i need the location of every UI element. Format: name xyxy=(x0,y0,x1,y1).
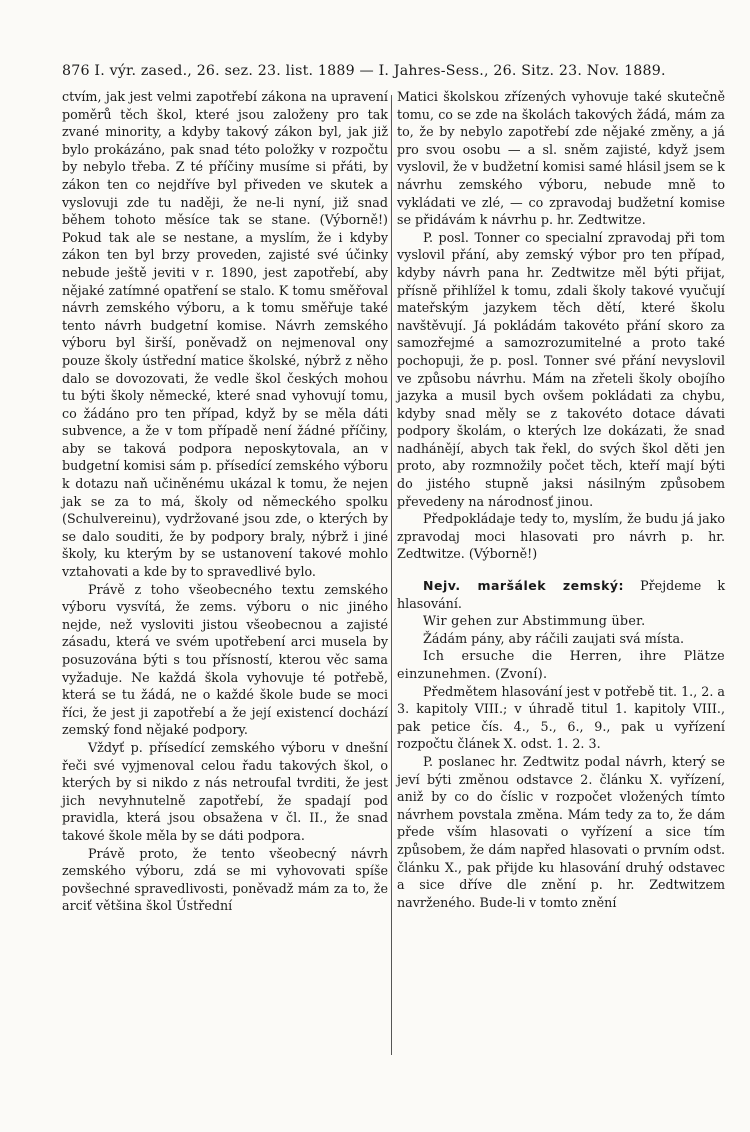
speaker-name: Nejv. maršálek zemský: xyxy=(423,578,625,594)
right-column xyxy=(397,88,725,911)
speaker-text: Přejdeme k hlasování. xyxy=(397,578,726,611)
spacer xyxy=(397,563,725,577)
left-column xyxy=(62,88,388,915)
page-header: 876 I. výr. zased., 26. sez. 23. list. 1889 — I. Jahres-Sess., 26. Sitz. 23. Nov. 1889. xyxy=(62,63,666,79)
german-line: Wir gehen zur Abstimmung über. xyxy=(423,613,646,629)
column-divider xyxy=(391,95,392,1055)
speaker-paragraph xyxy=(397,577,725,612)
paragraph: Předmětem hlasování jest v potřebě tit. 1., 2. a 3. kapitoly VIII.; v úhradě titul 1. kapitoly VIII., pak petice čís. 4., 5., 6., 9., pak u vyřízení rozpočtu článek X. odst. 1. 2. 3. xyxy=(397,683,725,752)
paragraph: P. posl. Tonner co specialní zpravodaj při tom vyslovil přání, aby zemský výbor pro ten případ, kdyby návrh pana hr. Zedtwitze měl býti přijat, přísně přihlížel k tomu, zdali školy takové vyučují mateřským jazykem těch dětí, které školu navštěvují. Já pokládám takovéto přání skoro za samozřejmé a samozrozumitelné a proto také pochopuji, že p. posl. Tonner své přání nevyslovil ve způsobu návrhu. Mám na zřeteli školy obojího jazyka a musil bych ovšem pokládati za chybu, kdyby snad měly se z takovéto dotace dávati podpory školám, o kterých lze dokázati, že snad nadhánějí, abych tak řekl, do svých škol děti jen proto, aby rozmnožily počet těch, kteří mají býti do jistého stupně jaksi násilným způsobem převedeny na národnosť jinou. xyxy=(397,229,725,509)
paragraph: Vždyť p. přísedící zemského výboru v dnešní řeči své vyjmenoval celou řadu takových škol, o kterých by si nikdo z nás netroufal tvrditi, že jest jich nevyhnutelně zapotřebí, že spadají pod pravidla, která jsou obsažena v čl. II., že snad takové škole měla by se dáti podpora. xyxy=(62,739,388,843)
paragraph: P. poslanec hr. Zedtwitz podal návrh, který se jeví býti změnou odstavce 2. článku X. vyřízení, aniž by co do číslic v rozpočet vložených tímto návrhem povstala změna. Mám tedy za to, že dám přede vším hlasovati o vyřízení a sice tím způsobem, že dám napřed hlasovati o prvním odst. článku X., pak přijde ku hlasování druhý odstavec a sice dříve dle znění p. hr. Zedtwitzem navrženého. Bude-li v tomto znění xyxy=(397,753,725,910)
paragraph: Žádám pány, aby ráčili zaujati svá místa. xyxy=(423,630,685,646)
paragraph: Matici školskou zřízených vyhovuje také skutečně tomu, co se zde na školách takových žádá, mám za to, že by nebylo zapotřebí zde nějaké změny, a já pro svou osobu — a sl. sněm zajisté, když jsem vyslovil, že v budžetní komisi samé hlásil jsem se k návrhu zemského výboru, nebude mně to vykládati ve zlé, — co zpravodaj budžetní komise se přidávám k návrhu p. hr. Zedtwitze. xyxy=(397,89,725,228)
paragraph: Předpokládaje tedy to, myslím, že budu já jako zpravodaj moci hlasovati pro návrh p. hr. Zedtwitze. (Výborně!) xyxy=(397,511,725,562)
paragraph: Právě proto, že tento všeobecný návrh zemského výboru, zdá se mi vyhovovati spíše povšechné spravedlivosti, poněvadž mám za to, že arciť většina škol Ústřední xyxy=(62,845,388,914)
paragraph: Právě z toho všeobecného textu zemského výboru vysvítá, že zems. výboru o nic jiného nejde, než vysloviti jistou všeobecnou a zajisté zásadu, která ve svém upotřebení arci musela by posuzována býti s tou přísností, kterou věc sama vyžaduje. Ne každá škola vyhovuje té potřebě, která se tu žádá, ne o každé škole bude se moci říci, že jest ji zapotřebí a že její existencí dochází zemský fond nějaké podpory. xyxy=(62,581,388,738)
german-line: Ich ersuche die Herren, ihre Plätze einzunehmen. (Zvoní). xyxy=(397,648,725,681)
paragraph: ctvím, jak jest velmi zapotřebí zákona na upravení poměrů těch škol, které jsou založeny pro tak zvané minority, a kdyby takový zákon byl, jak již bylo prokázáno, pak snad této položky v rozpočtu by nebylo třeba. Z té příčiny musíme si přáti, by zákon ten co nejdříve byl přiveden ve skutek a vyslovuji zde tu naději, že ne-li nyní, již snad během tohoto měsíce tak se stane. (Výborně!) Pokud tak ale se nestane, a myslím, že i kdyby zákon ten byl brzy proveden, zajisté své účinky nebude ještě jeviti v r. 1890, jest zapotřebí, aby nějaké zatímné opatření se stalo. K tomu směřoval návrh zemského výboru, a k tomu směřuje také tento návrh budgetní komise. Návrh zemského výboru byl širší, poněvadž on nejmenoval ony pouze školy ústřední matice školské, nýbrž z něho dalo se dovozovati, že vedle škol českých mohou tu býti školy německé, které snad vyhovují tomu, co žádáno pro ten případ, když by se měla dáti subvence, a že v tom případě není žádné příčiny, aby se taková podpora neposkytovala, an v budgetní komisi sám p. přísedící zemského výboru k dotazu naň učiněnému ukázal k tomu, že nejen jak se za to má, školy od německého spolku (Schulvereinu), vydržované jsou zde, o kterých by se dalo souditi, že by podpory braly, nýbrž i jiné školy, ku kterým by se ustanovení takové mohlo vztahovati a kde by to spravedlivé bylo. xyxy=(62,89,388,580)
